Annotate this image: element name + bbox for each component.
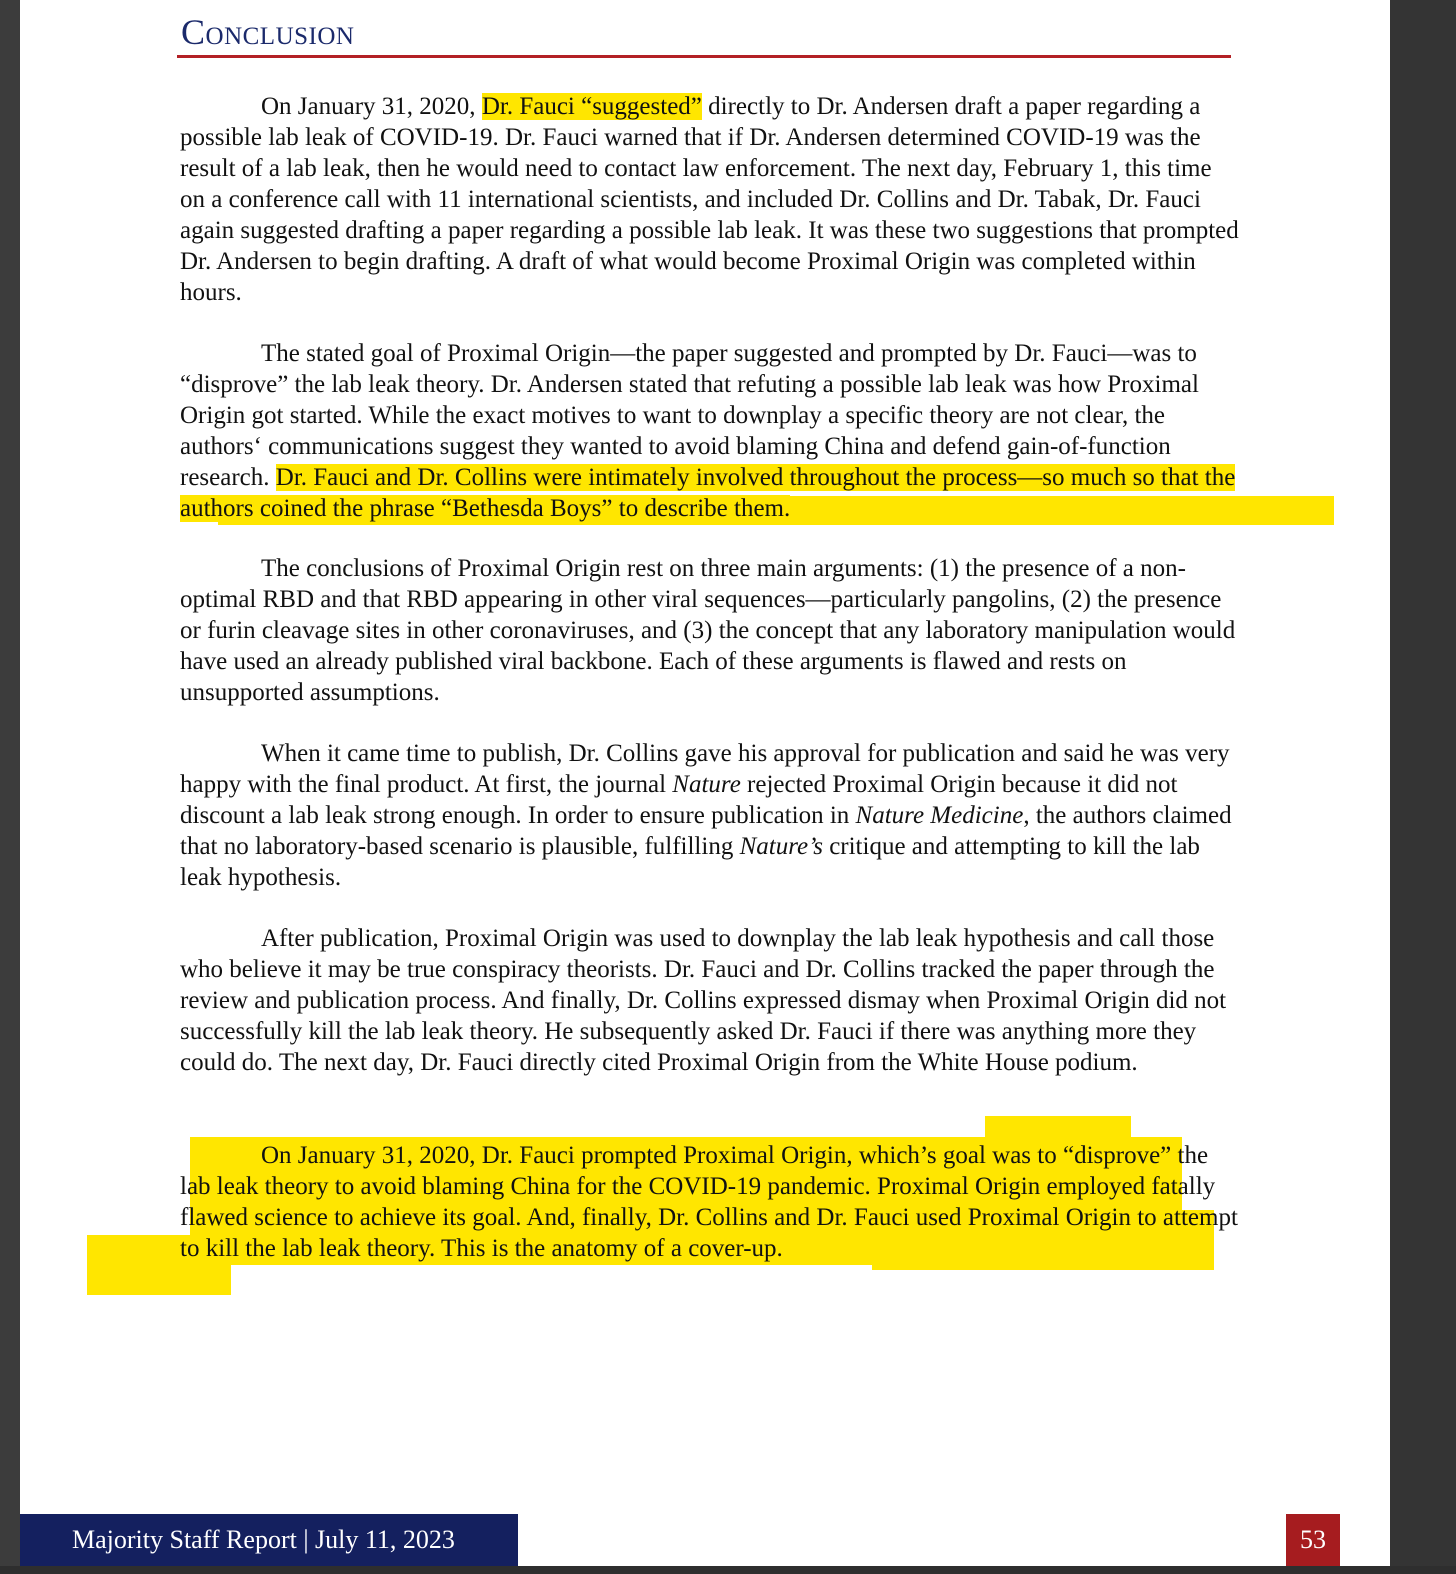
journal-name: Nature’s: [739, 833, 823, 860]
viewer-left-border: [0, 0, 20, 1574]
paragraph-5: [180, 923, 1240, 1078]
paragraph-2: [180, 338, 1240, 524]
paragraph-6: [180, 1140, 1240, 1264]
highlighted-text: Dr. Fauci and Dr. Collins were intimately involved throughout the process—so much so that the authors coined the phrase “Bethesda Boys” to describe them.: [180, 464, 1236, 522]
paragraph-4: [180, 738, 1240, 893]
paragraph-1-text-b: directly to Dr. Andersen draft a paper regarding a possible lab leak of COVID-19. Dr. Fauci warned that if Dr. Andersen determined COVID-19 was the result of a lab leak, then he would need to contact law enforcement. The next day, February 1, this time on a conference call with 11 international scientists, and included Dr. Collins and Dr. Tabak, Dr. Fauci again suggested drafting a paper regarding a possible lab leak. It was these two suggestions that prompted Dr. Andersen to begin drafting. A draft of what would become Proximal Origin was completed within hours.: [180, 93, 1239, 306]
paragraph-4-text-b: rejected Proximal Origin because it did not discount a lab leak strong enough. In order to ensure publication in: [180, 771, 1178, 829]
journal-name: Nature Medicine: [855, 802, 1024, 829]
paragraph-3: [180, 553, 1240, 708]
document-page: [20, 0, 1390, 1566]
paragraph-1-text-a: On January 31, 2020,: [261, 93, 482, 120]
paragraph-6-text: On January 31, 2020, Dr. Fauci prompted Proximal Origin, which’s goal was to “disprove” the lab leak theory to avoid blaming China for the COVID-19 pandemic. Proximal Origin employed fatally flawed science to achieve its goal. And, finally, Dr. Collins and Dr. Fauci used Proximal Origin to attempt to kill the lab leak theory. This is the anatomy of a cover-up.: [180, 1142, 1238, 1262]
section-heading: Conclusion: [181, 12, 355, 52]
viewer-bottom-border: [0, 1566, 1456, 1574]
page-number: 53: [1286, 1514, 1340, 1566]
paragraph-5-text: After publication, Proximal Origin was used to downplay the lab leak hypothesis and call those who believe it may be true conspiracy theorists. Dr. Fauci and Dr. Collins tracked the paper through the review and publication process. And finally, Dr. Collins expressed dismay when Proximal Origin did not successfully kill the lab leak theory. He subsequently asked Dr. Fauci if there was anything more they could do. The next day, Dr. Fauci directly cited Proximal Origin from the White House podium.: [180, 925, 1227, 1076]
footer-report-title: Majority Staff Report | July 11, 2023: [20, 1514, 518, 1566]
paragraph-1: [180, 91, 1240, 308]
viewer-right-border: [1390, 0, 1456, 1574]
paragraph-4-text-a: When it came time to publish, Dr. Collins gave his approval for publication and said he was very happy with the final product. At first, the journal: [180, 740, 1230, 798]
paragraph-4-text-d: critique and attempting to kill the lab leak hypothesis.: [180, 833, 1200, 891]
paragraph-3-text: The conclusions of Proximal Origin rest on three main arguments: (1) the presence of a non-optimal RBD and that RBD appearing in other viral sequences—particularly pangolins, (2) the presence or furin cleavage sites in other coronaviruses, and (3) the concept that any laboratory manipulation would have used an already published viral backbone. Each of these arguments is flawed and rests on unsupported assumptions.: [180, 555, 1236, 706]
heading-underline: [177, 55, 1231, 58]
paragraph-4-text-c: , the authors claimed that no laboratory-based scenario is plausible, fulfilling: [180, 802, 1232, 860]
highlighted-text: Dr. Fauci “suggested”: [481, 93, 702, 120]
journal-name: Nature: [672, 771, 741, 798]
paragraph-2-text: The stated goal of Proximal Origin—the paper suggested and prompted by Dr. Fauci—was to “disprove” the lab leak theory. Dr. Andersen stated that refuting a possible lab leak was how Proximal Origin got started. While the exact motives to want to downplay a specific theory are not clear, the authors‘ communications suggest they wanted to avoid blaming China and defend gain-of-function research.: [180, 340, 1199, 491]
